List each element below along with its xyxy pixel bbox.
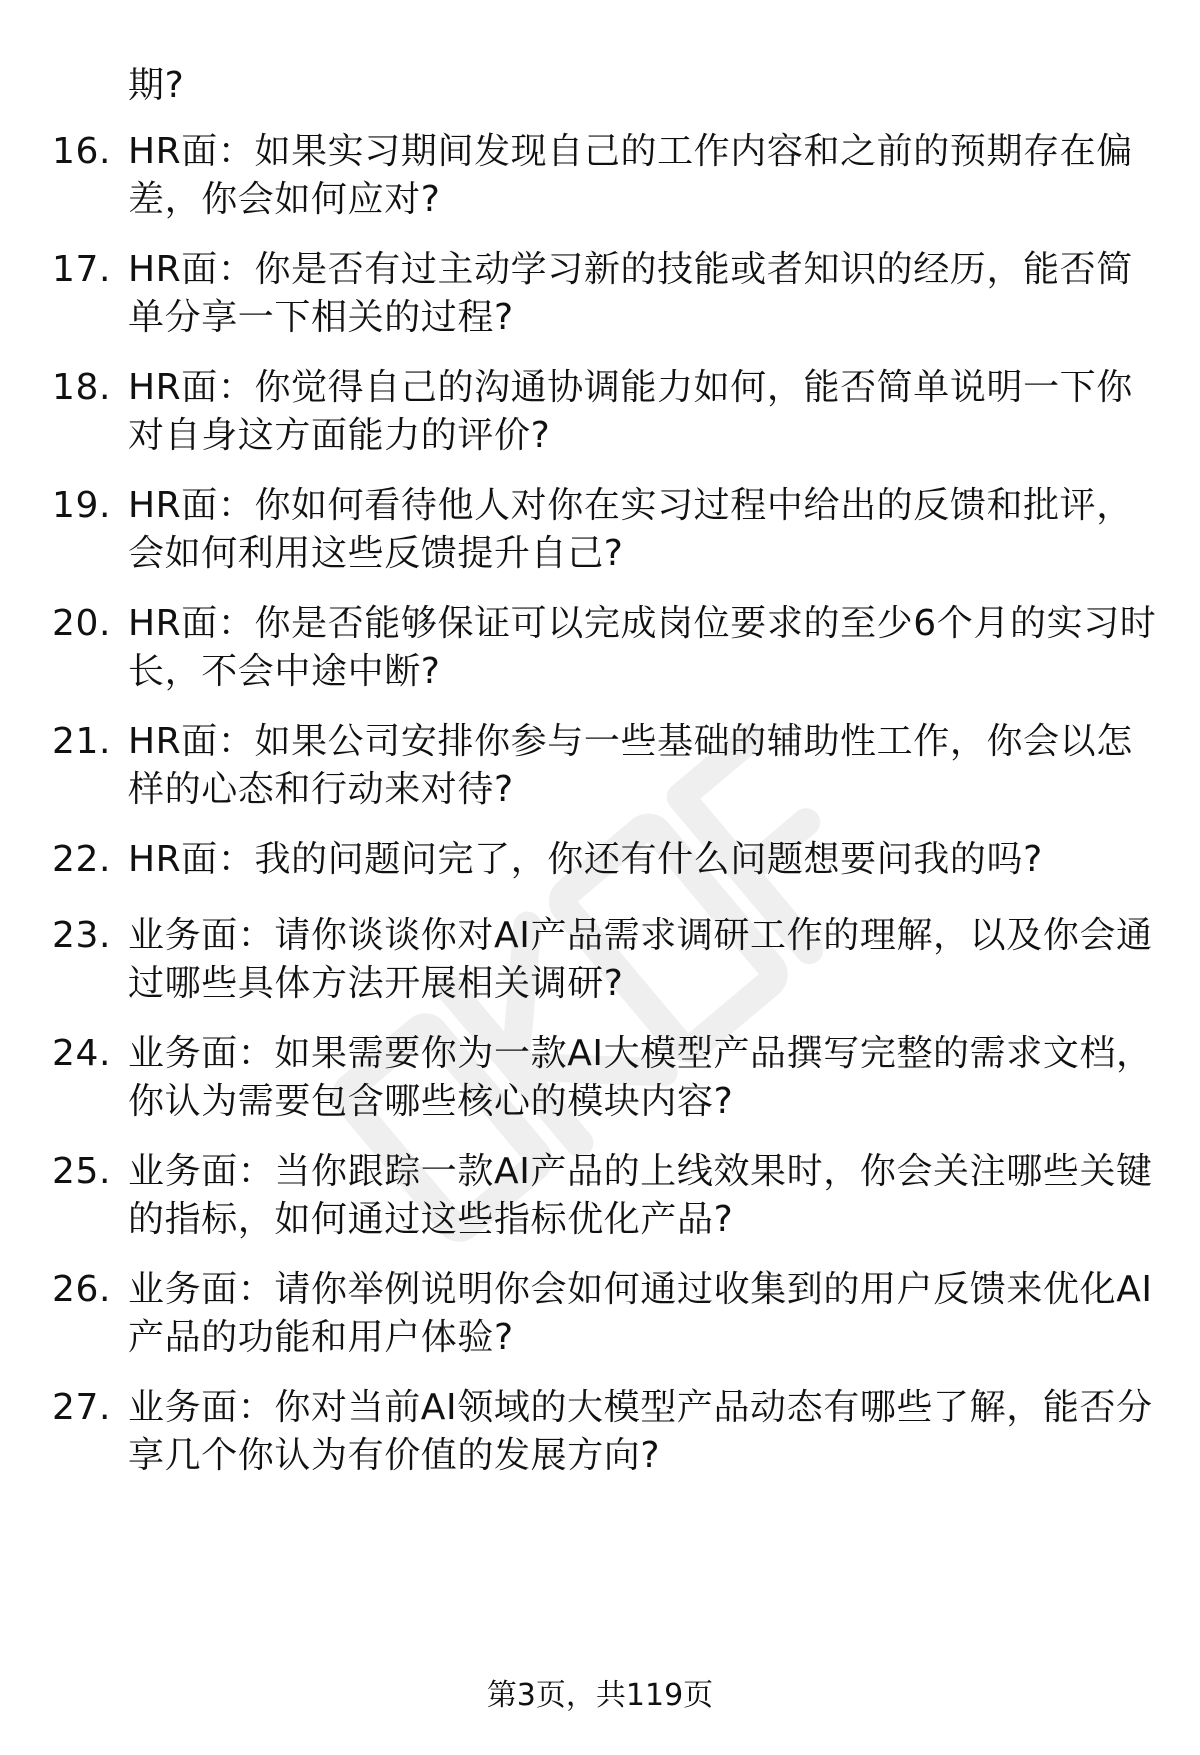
- question-item: [52, 600, 1162, 696]
- question-number: 25.: [52, 1151, 112, 1192]
- question-number: 21.: [52, 721, 112, 762]
- question-number: 22.: [52, 839, 112, 880]
- question-text: HR面：如果公司安排你参与一些基础的辅助性工作，你会以怎样的心态和行动来对待?: [128, 721, 1133, 810]
- question-item: [52, 1384, 1162, 1480]
- question-text: HR面：如果实习期间发现自己的工作内容和之前的预期存在偏差，你会如何应对?: [128, 131, 1133, 220]
- question-item: [52, 482, 1162, 578]
- question-number: 20.: [52, 603, 112, 644]
- continued-text: 期?: [128, 65, 185, 106]
- question-item: [52, 1266, 1162, 1362]
- question-item: [52, 128, 1162, 224]
- question-item: [52, 1030, 1162, 1126]
- question-text: HR面：我的问题问完了，你还有什么问题想要问我的吗?: [128, 839, 1043, 880]
- question-text: HR面：你是否有过主动学习新的技能或者知识的经历，能否简单分享一下相关的过程?: [128, 249, 1133, 338]
- question-item: [52, 364, 1162, 460]
- question-item: [52, 836, 1162, 884]
- question-text: 业务面：请你举例说明你会如何通过收集到的用户反馈来优化AI产品的功能和用户体验?: [128, 1269, 1153, 1358]
- question-number: 26.: [52, 1269, 112, 1310]
- question-text: 业务面：请你谈谈你对AI产品需求调研工作的理解，以及你会通过哪些具体方法开展相关调研?: [128, 915, 1153, 1004]
- question-text: 业务面：如果需要你为一款AI大模型产品撰写完整的需求文档，你认为需要包含哪些核心的模块内容?: [128, 1033, 1153, 1122]
- page-footer: 第3页，共119页: [486, 1678, 714, 1713]
- question-item: [52, 246, 1162, 342]
- question-text: HR面：你如何看待他人对你在实习过程中给出的反馈和批评，会如何利用这些反馈提升自己?: [128, 485, 1133, 574]
- question-number: 27.: [52, 1387, 112, 1428]
- question-number: 19.: [52, 485, 112, 526]
- question-number: 18.: [52, 367, 112, 408]
- question-number: 23.: [52, 915, 112, 956]
- question-number: 16.: [52, 131, 112, 172]
- question-number: 17.: [52, 249, 112, 290]
- question-item: [52, 912, 1162, 1008]
- question-text: HR面：你觉得自己的沟通协调能力如何，能否简单说明一下你对自身这方面能力的评价?: [128, 367, 1133, 456]
- question-item: [52, 718, 1162, 814]
- question-text: 业务面：你对当前AI领域的大模型产品动态有哪些了解，能否分享几个你认为有价值的发展方向?: [128, 1387, 1153, 1476]
- question-item: [52, 1148, 1162, 1244]
- question-number: 24.: [52, 1033, 112, 1074]
- question-text: 业务面：当你跟踪一款AI产品的上线效果时，你会关注哪些关键的指标，如何通过这些指标优化产品?: [128, 1151, 1153, 1240]
- question-text: HR面：你是否能够保证可以完成岗位要求的至少6个月的实习时长，不会中途中断?: [128, 603, 1157, 692]
